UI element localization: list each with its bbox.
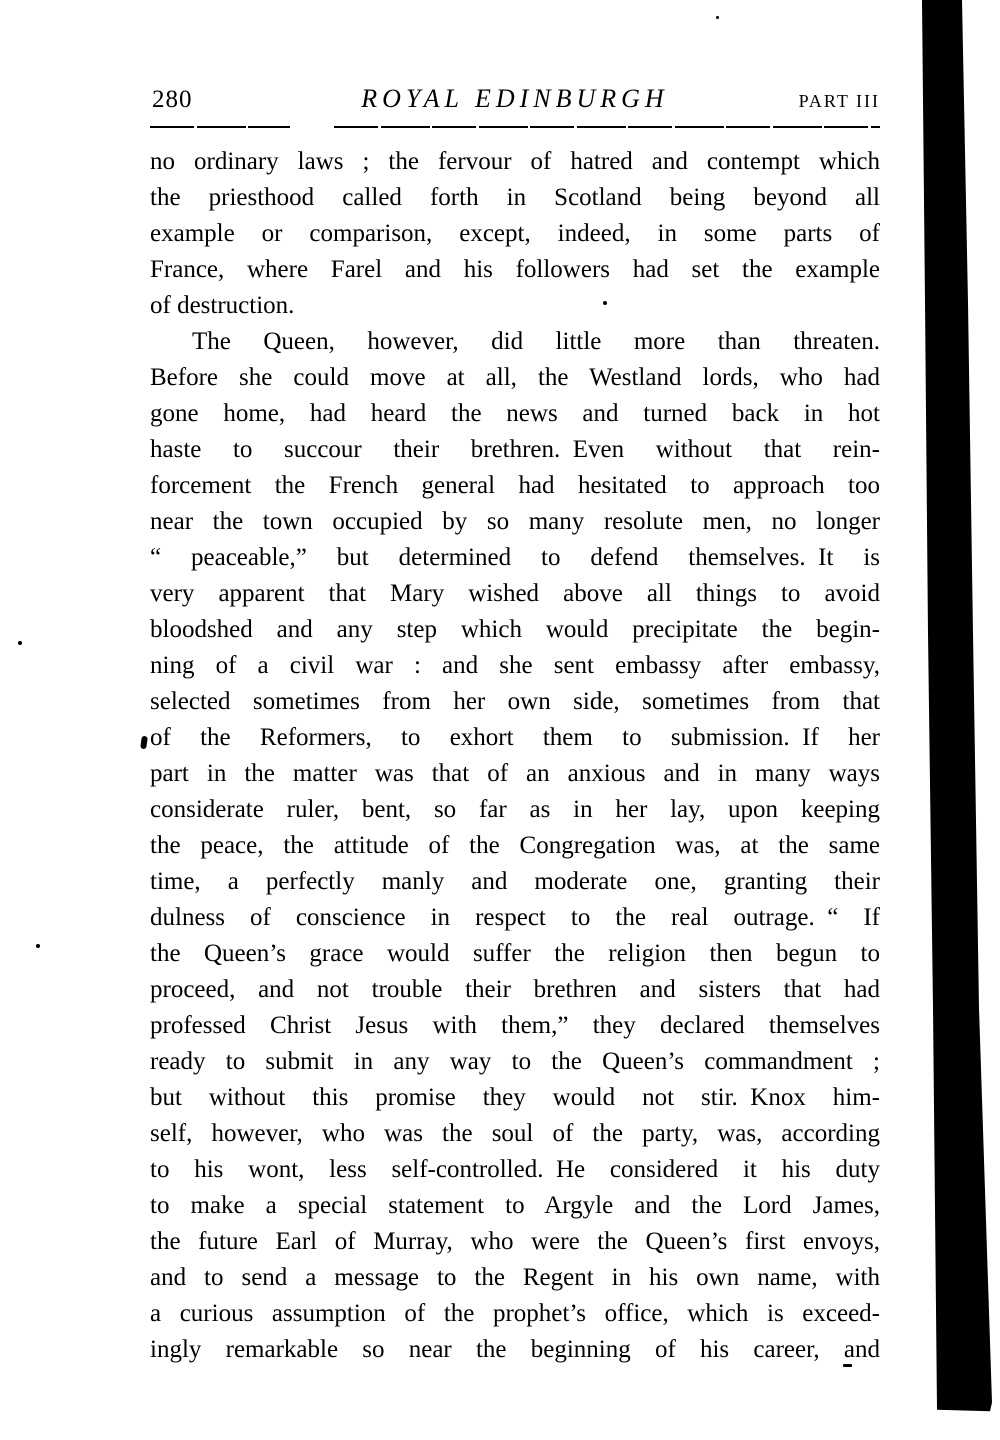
text-line: Before she could move at all, the Westland lords, who had — [150, 364, 880, 391]
header-rule — [150, 126, 880, 129]
text-line: and to send a message to the Regent in his own name, with — [150, 1264, 880, 1291]
text-line: proceed, and not trouble their brethren and sisters that had — [150, 976, 880, 1003]
text-line: very apparent that Mary wished above all things to avoid — [150, 580, 880, 607]
text-line: ning of a civil war : and she sent embassy after embassy, — [150, 652, 880, 679]
text-line: “ peaceable,” but determined to defend themselves. It is — [150, 544, 880, 571]
text-line: near the town occupied by so many resolute men, no longer — [150, 508, 880, 535]
text-line: France, where Farel and his followers had set the example — [150, 256, 880, 283]
text-line: forcement the French general had hesitated to approach too — [150, 472, 880, 499]
scan-speck — [18, 641, 22, 645]
text-line: example or comparison, except, indeed, in some parts of — [150, 220, 880, 247]
text-line: of the Reformers, to exhort them to submission. If her — [150, 724, 880, 751]
text-line: gone home, had heard the news and turned back in hot — [150, 400, 880, 427]
text-line: considerate ruler, bent, so far as in her lay, upon keeping — [150, 796, 880, 823]
text-line: no ordinary laws ; the fervour of hatred and contempt which — [150, 148, 880, 175]
text-line: the peace, the attitude of the Congregation was, at the same — [150, 832, 880, 859]
scan-speck — [36, 944, 40, 948]
text-line: self, however, who was the soul of the party, was, according — [150, 1120, 880, 1147]
text-line: the future Earl of Murray, who were the Queen’s first envoys, — [150, 1228, 880, 1255]
text-line: professed Christ Jesus with them,” they declared themselves — [150, 1012, 880, 1039]
text-line: the priesthood called forth in Scotland being beyond all — [150, 184, 880, 211]
text-line: selected sometimes from her own side, sometimes from that — [150, 688, 880, 715]
book-gutter-shadow — [900, 0, 1000, 1440]
scan-speck — [843, 1364, 852, 1367]
header-rule-segment — [334, 126, 880, 128]
text-line: of destruction. — [150, 292, 295, 319]
text-line: ready to submit in any way to the Queen’s commandment ; — [150, 1048, 880, 1075]
gutter-ink — [900, 0, 1000, 1440]
text-line: to make a special statement to Argyle and the Lord James, — [150, 1192, 880, 1219]
running-title: ROYAL EDINBURGH — [361, 84, 669, 113]
text-line: ingly remarkable so near the beginning of his career, and — [150, 1336, 880, 1363]
text-line: a curious assumption of the prophet’s office, which is exceed- — [150, 1300, 880, 1327]
text-line: bloodshed and any step which would precipitate the begin- — [150, 616, 880, 643]
text-line: time, a perfectly manly and moderate one, granting their — [150, 868, 880, 895]
part-label: PART III — [798, 91, 880, 111]
header-rule-segment — [150, 126, 290, 128]
text-line: The Queen, however, did little more than threaten. — [192, 328, 880, 355]
scan-speck — [603, 301, 607, 305]
scan-speck — [716, 16, 719, 19]
page-number: 280 — [152, 86, 193, 113]
text-line: haste to succour their brethren. Even without that rein- — [150, 436, 880, 463]
page-header — [150, 82, 880, 114]
paragraph-queen-threaten — [150, 324, 880, 1368]
text-line: part in the matter was that of an anxious and in many ways — [150, 760, 880, 787]
paragraph-continued — [150, 144, 880, 324]
text-line: to his wont, less self-controlled. He considered it his duty — [150, 1156, 880, 1183]
text-line: but without this promise they would not stir. Knox him- — [150, 1084, 880, 1111]
page-body — [150, 144, 880, 1368]
scan-speck — [140, 736, 148, 750]
text-line: dulness of conscience in respect to the real outrage. “ If — [150, 904, 880, 931]
text-line: the Queen’s grace would suffer the religion then begun to — [150, 940, 880, 967]
